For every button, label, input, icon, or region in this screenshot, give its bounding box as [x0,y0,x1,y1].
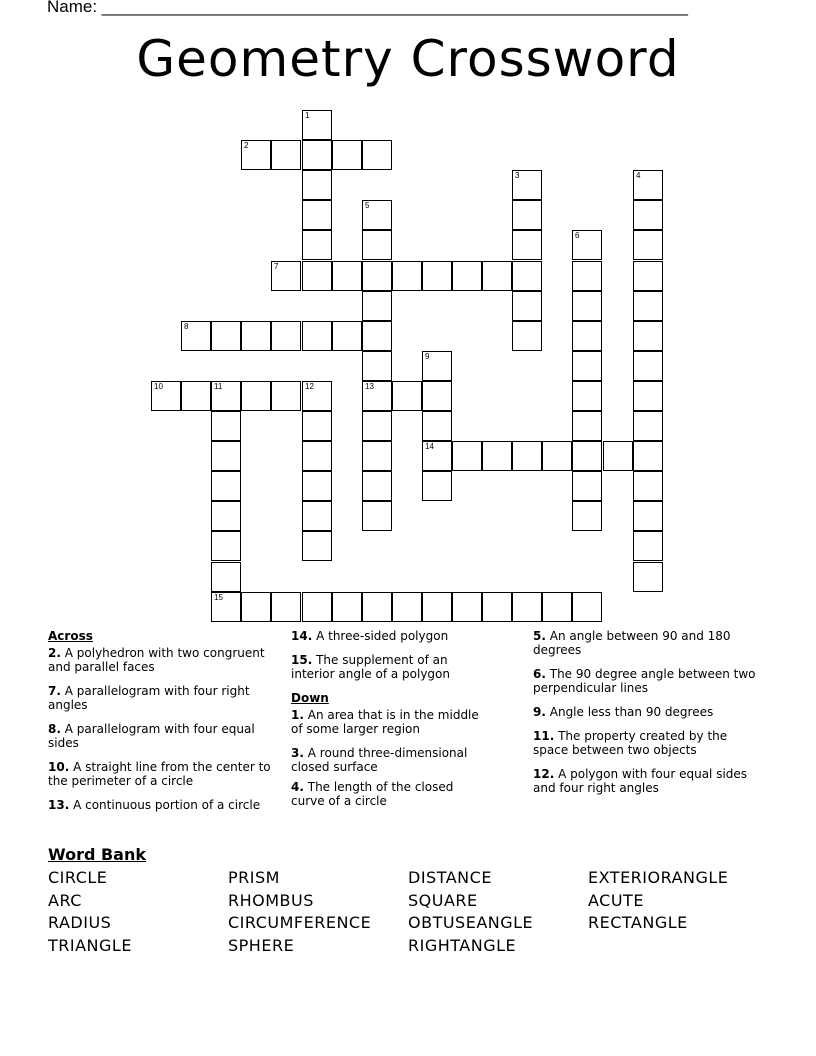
word-bank-item: PRISM [228,868,280,887]
grid-cell [512,441,542,471]
word-bank-item: EXTERIORANGLE [588,868,729,887]
grid-cell [572,230,602,260]
grid-cell [302,170,332,200]
clue-down-6: 6. The 90 degree angle between two perpendicular lines [533,667,756,695]
grid-cell [572,321,602,351]
grid-cell [362,230,392,260]
grid-cell [302,200,332,230]
cell-number: 1 [305,111,310,120]
grid-cell [633,471,663,501]
grid-cell [572,501,602,531]
grid-cell [512,170,542,200]
grid-cell [633,170,663,200]
clue-down-12: 12. A polygon with four equal sides and four right angles [533,767,748,795]
grid-cell [362,351,392,381]
grid-cell [211,531,241,561]
grid-cell [512,200,542,230]
grid-cell [633,381,663,411]
cell-number: 3 [515,171,520,180]
grid-cell [211,592,241,622]
grid-cell [302,230,332,260]
grid-cell [302,321,332,351]
clue-across-13: 13. A continuous portion of a circle [48,798,261,812]
grid-cell [633,321,663,351]
cell-number: 10 [154,382,163,391]
grid-cell [362,381,392,411]
grid-cell [362,592,392,622]
grid-cell [572,471,602,501]
page-title: Geometry Crossword [136,30,680,88]
grid-cell [302,411,332,441]
grid-cell [633,351,663,381]
clues-column-2 [291,629,481,818]
grid-cell [211,411,241,441]
cell-number: 14 [425,442,434,451]
grid-cell [482,592,512,622]
grid-cell [633,261,663,291]
grid-cell [362,321,392,351]
grid-cell [181,321,211,351]
grid-cell [422,411,452,441]
grid-cell [362,291,392,321]
word-bank-item: SPHERE [228,936,295,955]
grid-cell [362,261,392,291]
grid-cell [211,381,241,411]
grid-cell [302,531,332,561]
grid-cell [633,291,663,321]
grid-cell [512,261,542,291]
grid-cell [271,592,301,622]
grid-cell [572,411,602,441]
grid-cell [241,321,271,351]
grid-cell [512,291,542,321]
clues-column-3 [533,629,763,805]
grid-cell [362,200,392,230]
grid-cell [302,140,332,170]
grid-cell [633,200,663,230]
grid-cell [211,321,241,351]
word-bank-item: RHOMBUS [228,891,314,910]
grid-cell [572,441,602,471]
grid-cell [572,291,602,321]
clue-across-10: 10. A straight line from the center to the perimeter of a circle [48,760,271,788]
cell-number: 15 [214,593,223,602]
grid-cell [211,471,241,501]
grid-cell [241,592,271,622]
grid-cell [302,471,332,501]
grid-cell [482,261,512,291]
cell-number: 12 [305,382,314,391]
clue-down-5: 5. An angle between 90 and 180 degrees [533,629,731,657]
grid-cell [633,562,663,592]
word-bank-item: OBTUSEANGLE [408,913,534,932]
clue-down-9: 9. Angle less than 90 degrees [533,705,714,719]
grid-cell [572,592,602,622]
grid-cell [332,140,362,170]
grid-cell [332,261,362,291]
grid-cell [452,261,482,291]
clue-down-4: 4. The length of the closed curve of a circle [291,780,454,808]
word-bank-title: Word Bank [48,845,147,864]
grid-cell [302,501,332,531]
word-bank-item: RECTANGLE [588,913,688,932]
grid-cell [542,441,572,471]
word-bank-item: DISTANCE [408,868,492,887]
grid-cell [211,501,241,531]
grid-cell [302,441,332,471]
clue-down-3: 3. A round three-dimensional closed surface [291,746,468,774]
clue-across-2: 2. A polyhedron with two congruent and parallel faces [48,646,265,674]
grid-cell [302,381,332,411]
grid-cell [271,381,301,411]
grid-cell [332,321,362,351]
grid-cell [392,381,422,411]
cell-number: 9 [425,352,430,361]
grid-cell [271,261,301,291]
grid-cell [603,441,633,471]
grid-cell [362,471,392,501]
grid-cell [422,351,452,381]
cell-number: 6 [575,231,580,240]
grid-cell [362,441,392,471]
grid-cell [362,411,392,441]
grid-cell [452,592,482,622]
cell-number: 11 [214,382,223,391]
grid-cell [302,592,332,622]
grid-cell [362,501,392,531]
word-bank-item: SQUARE [408,891,478,910]
grid-cell [181,381,211,411]
grid-cell [392,592,422,622]
grid-cell [241,140,271,170]
cell-number: 13 [365,382,374,391]
clue-down-11: 11. The property created by the space between two objects [533,729,728,757]
word-bank-item: RIGHTANGLE [408,936,517,955]
clue-across-15: 15. The supplement of an interior angle of a polygon [291,653,450,681]
grid-cell [633,230,663,260]
grid-cell [422,592,452,622]
grid-cell [452,441,482,471]
grid-cell [151,381,181,411]
down-heading: Down [291,691,329,705]
grid-cell [512,230,542,260]
grid-cell [512,592,542,622]
grid-cell [422,471,452,501]
clue-across-14: 14. A three-sided polygon [291,629,449,643]
word-bank-item: TRIANGLE [48,936,132,955]
grid-cell [633,501,663,531]
clues-column-1 [48,629,284,822]
grid-cell [211,562,241,592]
word-bank-item: ARC [48,891,82,910]
grid-cell [241,381,271,411]
cell-number: 4 [636,171,641,180]
across-heading: Across [48,629,93,643]
grid-cell [302,110,332,140]
grid-cell [392,261,422,291]
grid-cell [633,441,663,471]
clue-list-across-1 [48,646,284,812]
grid-cell [271,321,301,351]
grid-cell [362,140,392,170]
word-bank-item: RADIUS [48,913,112,932]
grid-cell [633,531,663,561]
grid-cell [482,441,512,471]
grid-cell [572,351,602,381]
cell-number: 7 [274,262,279,271]
grid-cell [422,261,452,291]
grid-cell [512,321,542,351]
grid-cell [542,592,572,622]
cell-number: 8 [184,322,189,331]
grid-cell [422,381,452,411]
grid-cell [572,381,602,411]
word-bank-item: ACUTE [588,891,644,910]
grid-cell [422,441,452,471]
name-field: Name: ______________________________________________________________ [47,0,688,16]
word-bank-item: CIRCLE [48,868,108,887]
grid-cell [211,441,241,471]
clue-across-7: 7. A parallelogram with four right angles [48,684,250,712]
clue-across-8: 8. A parallelogram with four equal sides [48,722,255,750]
grid-cell [302,261,332,291]
grid-cell [572,261,602,291]
word-bank-item: CIRCUMFERENCE [228,913,372,932]
cell-number: 5 [365,201,370,210]
grid-cell [332,592,362,622]
clue-down-1: 1. An area that is in the middle of some larger region [291,708,479,736]
cell-number: 2 [244,141,249,150]
grid-cell [633,411,663,441]
grid-cell [271,140,301,170]
